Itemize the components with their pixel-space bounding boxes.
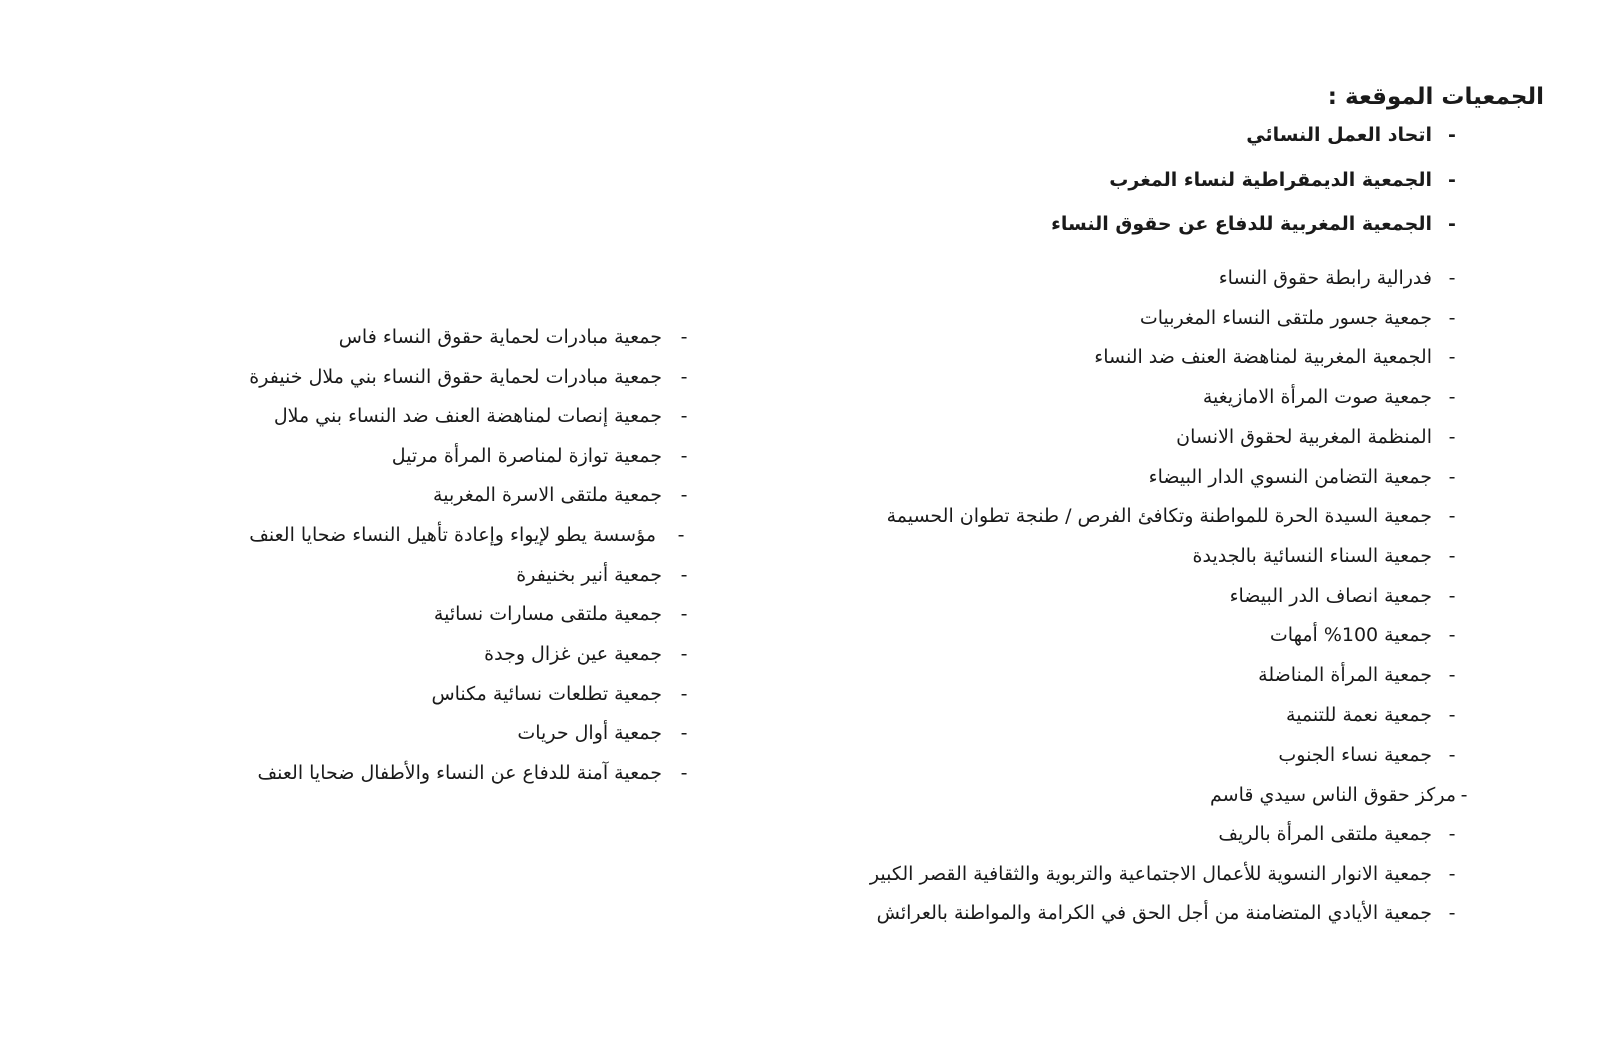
item-label: جمعية عين غزال وجدة <box>484 643 662 665</box>
list-item: -الجمعية المغربية للدفاع عن حقوق النساء <box>1051 213 1456 235</box>
list-item: -جمعية انصاف الدر البيضاء <box>1229 585 1456 607</box>
item-label: جمعية ملتقى المرأة بالريف <box>1218 823 1432 845</box>
list-item: -فدرالية رابطة حقوق النساء <box>1218 267 1456 289</box>
item-label: جمعية انصاف الدر البيضاء <box>1229 585 1432 607</box>
item-label: مركز حقوق الناس سيدي قاسم <box>1210 784 1456 806</box>
page-heading: الجمعيات الموقعة : <box>1327 84 1544 110</box>
item-label: الجمعية المغربية لمناهضة العنف ضد النساء <box>1094 346 1432 368</box>
list-item: -مركز حقوق الناس سيدي قاسم <box>1210 784 1468 806</box>
list-item: -جمعية أوال حريات <box>517 722 688 744</box>
list-item: -الجمعية الديمقراطية لنساء المغرب <box>1109 169 1456 191</box>
list-item: -جمعية نساء الجنوب <box>1278 744 1456 766</box>
item-label: جمعية جسور ملتقى النساء المغربيات <box>1139 307 1432 329</box>
list-item: -جمعية أنير بخنيفرة <box>516 564 688 586</box>
item-label: جمعية مبادرات لحماية حقوق النساء فاس <box>338 326 662 348</box>
list-item: -جمعية التضامن النسوي الدار البيضاء <box>1148 466 1456 488</box>
item-label: جمعية تطلعات نسائية مكناس <box>431 683 662 705</box>
list-item: -جمعية السناء النسائية بالجديدة <box>1192 545 1456 567</box>
item-label: جمعية الأيادي المتضامنة من أجل الحق في الكرامة والمواطنة بالعرائش <box>876 902 1432 924</box>
list-item: -جمعية ملتقى الاسرة المغربية <box>433 484 688 506</box>
list-item: -جمعية ملتقى مسارات نسائية <box>433 603 688 625</box>
item-label: جمعية المرأة المناضلة <box>1258 664 1432 686</box>
list-item: -مؤسسة يطو لإيواء وإعادة تأهيل النساء ضحايا العنف <box>249 524 685 546</box>
list-item: -جمعية توازة لمناصرة المرأة مرتيل <box>391 445 688 467</box>
item-label: جمعية 100% أمهات <box>1269 624 1432 646</box>
item-label: الجمعية الديمقراطية لنساء المغرب <box>1109 169 1432 191</box>
list-item: -جمعية السيدة الحرة للمواطنة وتكافئ الفرص / طنجة تطوان الحسيمة <box>886 505 1456 527</box>
list-item: -جمعية الانوار النسوية للأعمال الاجتماعية والتربوية والثقافية القصر الكبير <box>869 863 1456 885</box>
list-item: -جمعية جسور ملتقى النساء المغربيات <box>1139 307 1456 329</box>
item-label: جمعية الانوار النسوية للأعمال الاجتماعية والتربوية والثقافية القصر الكبير <box>869 863 1432 885</box>
list-item: -جمعية آمنة للدفاع عن النساء والأطفال ضحايا العنف <box>257 762 688 784</box>
item-label: جمعية السناء النسائية بالجديدة <box>1192 545 1432 567</box>
list-item: -اتحاد العمل النسائي <box>1246 124 1456 146</box>
item-label: جمعية مبادرات لحماية حقوق النساء بني ملال خنيفرة <box>249 366 662 388</box>
list-item: -جمعية ملتقى المرأة بالريف <box>1218 823 1456 845</box>
list-item: -جمعية 100% أمهات <box>1269 624 1456 646</box>
list-item: -جمعية إنصات لمناهضة العنف ضد النساء بني ملال <box>273 405 688 427</box>
list-item: -جمعية عين غزال وجدة <box>484 643 688 665</box>
item-label: جمعية إنصات لمناهضة العنف ضد النساء بني ملال <box>273 405 662 427</box>
item-label: جمعية أوال حريات <box>517 722 662 744</box>
item-label: جمعية آمنة للدفاع عن النساء والأطفال ضحايا العنف <box>257 762 662 784</box>
item-label: فدرالية رابطة حقوق النساء <box>1218 267 1432 289</box>
item-label: جمعية أنير بخنيفرة <box>516 564 662 586</box>
list-item: -جمعية مبادرات لحماية حقوق النساء بني ملال خنيفرة <box>249 366 688 388</box>
list-item: -الجمعية المغربية لمناهضة العنف ضد النساء <box>1094 346 1456 368</box>
list-item: -جمعية الأيادي المتضامنة من أجل الحق في الكرامة والمواطنة بالعرائش <box>876 902 1456 924</box>
item-label: جمعية التضامن النسوي الدار البيضاء <box>1148 466 1432 488</box>
item-label: المنظمة المغربية لحقوق الانسان <box>1176 426 1432 448</box>
item-label: جمعية ملتقى مسارات نسائية <box>433 603 662 625</box>
item-label: الجمعية المغربية للدفاع عن حقوق النساء <box>1051 213 1432 235</box>
item-label: جمعية نساء الجنوب <box>1278 744 1432 766</box>
item-label: مؤسسة يطو لإيواء وإعادة تأهيل النساء ضحايا العنف <box>249 524 656 546</box>
item-label: جمعية ملتقى الاسرة المغربية <box>433 484 662 506</box>
list-item: -جمعية صوت المرأة الامازيغية <box>1202 386 1456 408</box>
list-item: -جمعية نعمة للتنمية <box>1286 704 1456 726</box>
item-label: جمعية توازة لمناصرة المرأة مرتيل <box>391 445 662 467</box>
list-item: -جمعية مبادرات لحماية حقوق النساء فاس <box>338 326 688 348</box>
item-label: جمعية السيدة الحرة للمواطنة وتكافئ الفرص / طنجة تطوان الحسيمة <box>886 505 1432 527</box>
list-item: -المنظمة المغربية لحقوق الانسان <box>1176 426 1456 448</box>
item-label: اتحاد العمل النسائي <box>1246 124 1432 146</box>
item-label: جمعية نعمة للتنمية <box>1286 704 1432 726</box>
list-item: -جمعية المرأة المناضلة <box>1258 664 1456 686</box>
item-label: جمعية صوت المرأة الامازيغية <box>1202 386 1432 408</box>
list-item: -جمعية تطلعات نسائية مكناس <box>431 683 688 705</box>
